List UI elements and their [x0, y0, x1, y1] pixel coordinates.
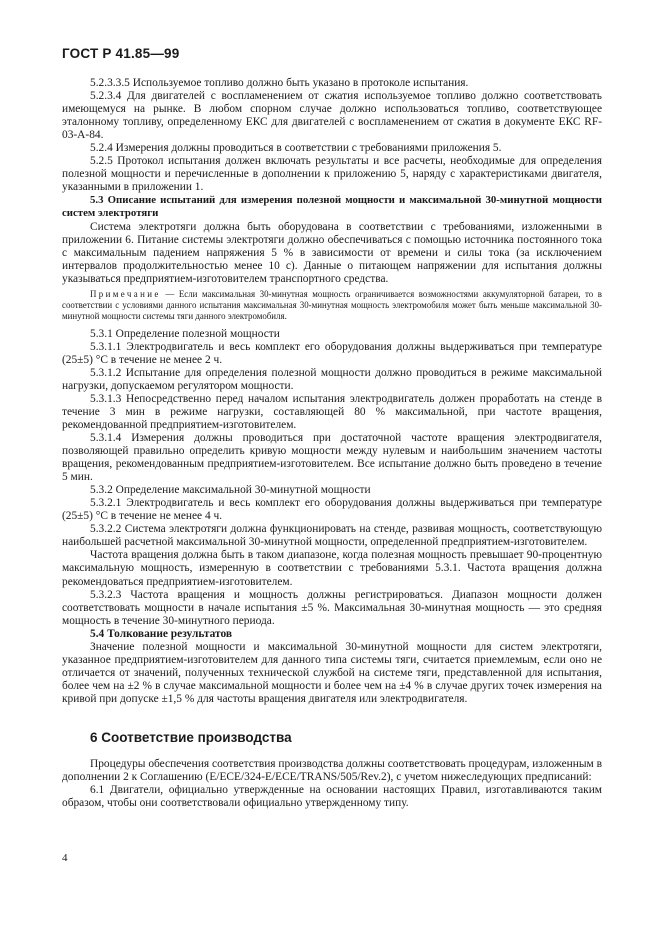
- heading-5-3: 5.3 Описание испытаний для измерения полезной мощности и максимальной 30-минутной мощности систем электротяги: [62, 194, 602, 220]
- paragraph-5-2-5: 5.2.5 Протокол испытания должен включать результаты и все расчеты, необходимые для определения полезной мощности и перечисленные в дополнении к приложению 5, наряду с характеристиками двигателя, указанными в приложении 1.: [62, 155, 602, 194]
- paragraph-5-3-2-1: 5.3.2.1 Электродвигатель и весь комплект его оборудования должны выдерживаться при температуре (25±5) °С в течение не менее 4 ч.: [62, 497, 602, 523]
- paragraph-5-3-2: 5.3.2 Определение максимальной 30-минутной мощности: [90, 484, 371, 497]
- paragraph-6-1: 6.1 Двигатели, официально утвержденные на основании настоящих Правил, изготавливаются таким образом, чтобы они соответствовали официально утвержденному типу.: [62, 784, 602, 810]
- document-header: ГОСТ Р 41.85—99: [62, 46, 180, 61]
- paragraph-5-3-1-4: 5.3.1.4 Измерения должны проводиться при достаточной частоте вращения электродвигателя, позволяющей правильно определить кривую мощности между нулевым и наибольшим значением частоты вращения, рекомендованным предприятием-изготовителем. Все испытание должно быть проведено в течение 5 мин.: [62, 432, 602, 484]
- paragraph-5-2-4: 5.2.4 Измерения должны проводиться в соответствии с требованиями приложения 5.: [90, 142, 502, 155]
- paragraph-rotation-speed: Частота вращения должна быть в таком диапазоне, когда полезная мощность превышает 90-процентную максимальную мощность, измеренную в соответствии с требованиями 5.3.1. Частота вращения должна рекомендоваться предприятием-изготовителем.: [62, 549, 602, 588]
- paragraph-5-3-1: 5.3.1 Определение полезной мощности: [90, 327, 280, 340]
- document-body: [62, 77, 602, 810]
- section-6-title: 6 Соответствие производства: [90, 730, 292, 745]
- note-paragraph: [62, 289, 602, 323]
- note-label: Примечание: [90, 288, 161, 299]
- paragraph-5-3-2-2: 5.3.2.2 Система электротяги должна функционировать на стенде, развивая мощность, соответствующую наибольшей расчетной максимальной 30-минутной мощности, определенной предприятием-изготовителем.: [62, 523, 602, 549]
- paragraph-6-intro: Процедуры обеспечения соответствия производства должны соответствовать процедурам, изложенным в дополнении 2 к Соглашению (E/ECE/324-E/ECE/TRANS/505/Rev.2), с учетом нижеследующих предписаний:: [62, 758, 602, 784]
- note-text: — Если максимальная 30-минутная мощность ограничивается возможностями аккумуляторной батареи, то в соответствии с условиями данного испытания максимальная 30-минутная мощность электромобиля может быть меньше максимальной 30-минутной мощности системы тяги данного электромобиля.: [62, 288, 602, 322]
- paragraph-5-3-2-3: 5.3.2.3 Частота вращения и мощность должны регистрироваться. Диапазон мощности должен соответствовать мощности в начале испытания ±5 %. Максимальная 30-минутная мощность — это средняя мощность в течение 30-минутного периода.: [62, 588, 602, 627]
- heading-5-4: 5.4 Толкование результатов: [90, 627, 233, 640]
- paragraph-5-3-1-2: 5.3.1.2 Испытание для определения полезной мощности должно проводиться в режиме максимальной нагрузки, допускаемом регулятором мощности.: [62, 366, 602, 392]
- paragraph-5-2-3-3-5: 5.2.3.3.5 Используемое топливо должно быть указано в протоколе испытания.: [90, 77, 469, 89]
- paragraph-5-3-1-3: 5.3.1.3 Непосредственно перед началом испытания электродвигатель должен проработать на стенде в течение 3 мин в режиме нагрузки, составляющей 80 % максимальной, при частоте вращения, рекомендованной предприятием-изготовителем.: [62, 392, 602, 431]
- paragraph-5-3-1-1: 5.3.1.1 Электродвигатель и весь комплект его оборудования должны выдерживаться при температуре (25±5) °С в течение не менее 2 ч.: [62, 340, 602, 366]
- page-number: 4: [62, 852, 68, 864]
- paragraph-5-2-3-4: 5.2.3.4 Для двигателей с воспламенением от сжатия используемое топливо должно соответствовать имеющемуся на рынке. В любом спорном случае должно использоваться топливо, соответствующее эталонному топливу, определенному ЕКС для двигателей с воспламенением от сжатия в документе ЕКС RF-03-A-84.: [62, 90, 602, 142]
- paragraph-5-4: Значение полезной мощности и максимальной 30-минутной мощности для систем электротяги, указанное предприятием-изготовителем для данного типа системы тяги, считается приемлемым, если оно не отличается от значений, полученных технической службой на системе тяги, представленной для испытания, более чем на ±2 % в случае максимальной мощности и более чем на ±4 % в случае других точек измерения на кривой при допуске ±1,5 % для частоты вращения двигателя или электродвигателя.: [62, 640, 602, 705]
- paragraph-5-3-body: Система электротяги должна быть оборудована в соответствии с требованиями, изложенными в приложении 6. Питание системы электротяги должно обеспечиваться с помощью источника постоянного тока с максимальным падением напряжения 5 % в зависимости от времени и силы тока (за исключением интервалов продолжительностью менее 10 с). Данные о питающем напряжении для испытания должны указываться предприятием-изготовителем транспортного средства.: [62, 220, 602, 285]
